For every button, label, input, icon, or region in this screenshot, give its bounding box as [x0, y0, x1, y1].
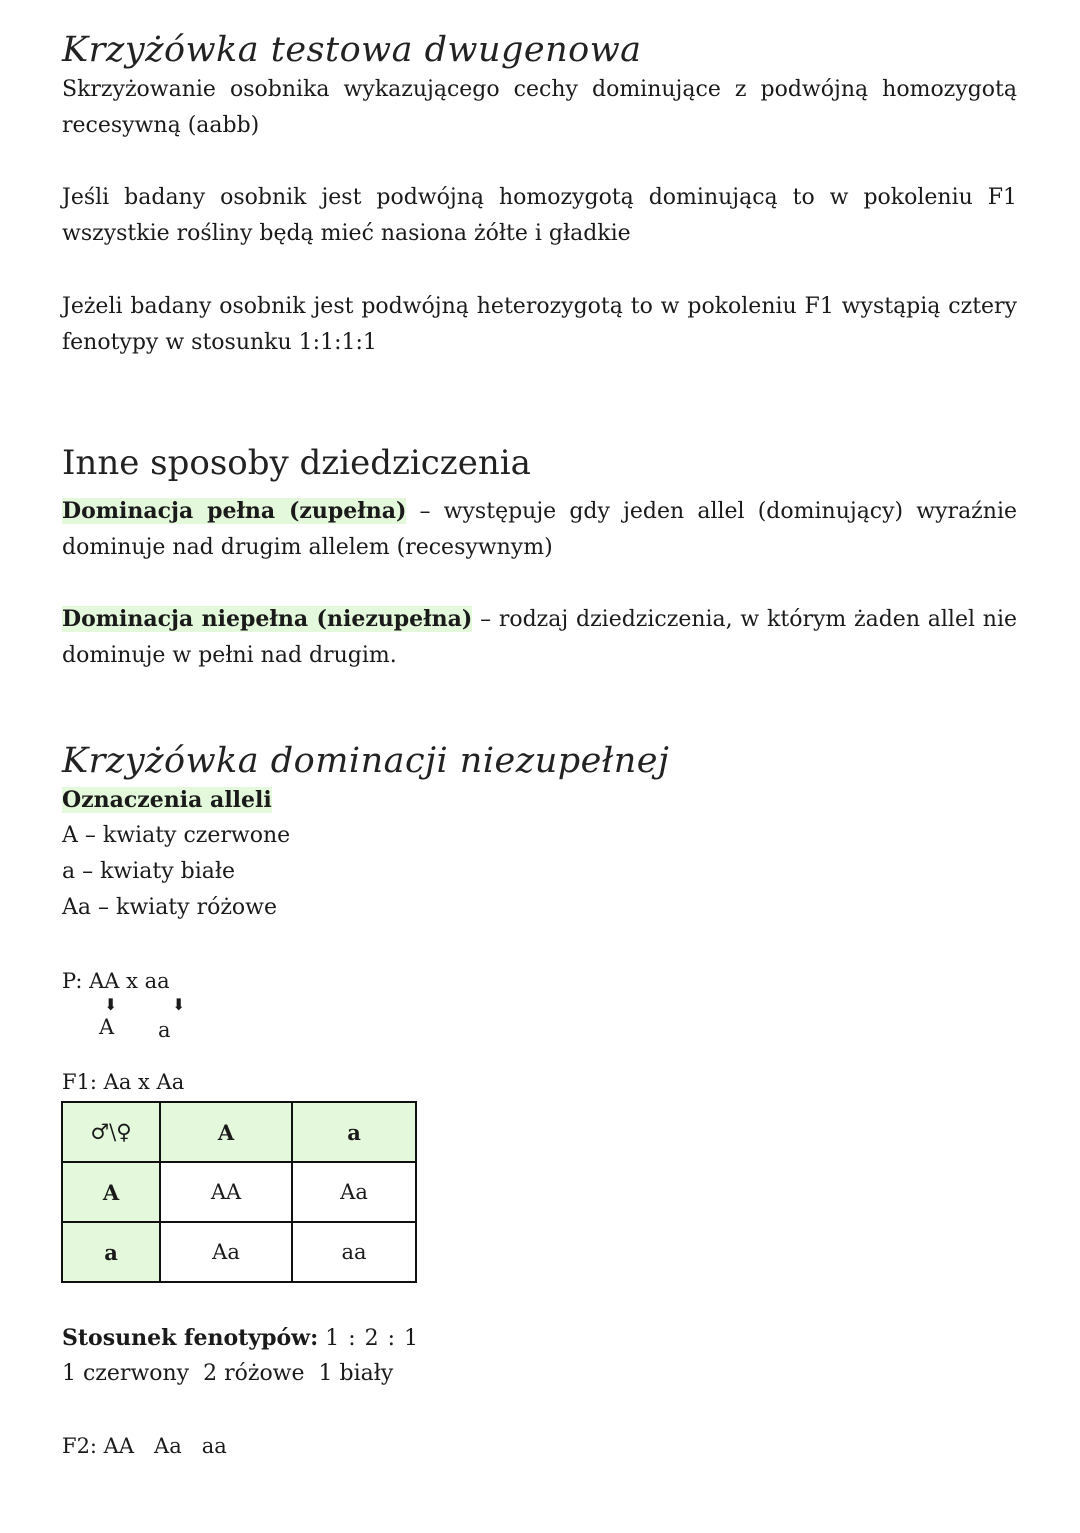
allele-item: Aa – kwiaty różowe: [62, 895, 278, 920]
test-cross-case-homozygote: Jeśli badany osobnik jest podwójną homozygotą dominującą to w pokoleniu F1 wszystkie rośliny będą mieć nasiona żółte i gładkie: [62, 185, 1017, 246]
f1-cross: F1: Aa x Aa: [62, 1070, 185, 1094]
incomplete-dominance-definition: [62, 601, 1017, 674]
section-title-test-cross: Krzyżówka testowa dwugenowa: [62, 30, 642, 70]
parental-cross: P: AA x aa: [62, 969, 170, 993]
phenotype-ratio-value: 1 : 2 : 1: [325, 1326, 419, 1351]
section-title-incomplete-cross: Krzyżówka dominacji niezupełnej: [62, 741, 670, 781]
full-dominance-text: – występuje gdy jeden allel (dominujący) wyraźnie dominuje nad drugim allelem (recesywnym): [62, 499, 1017, 560]
punnett-cell: AA: [160, 1162, 292, 1222]
full-dominance-definition: [62, 493, 1017, 566]
punnett-cell: aa: [292, 1222, 416, 1282]
punnett-corner: ♂\♀: [62, 1102, 160, 1162]
phenotype-ratio-label: Stosunek fenotypów:: [62, 1325, 319, 1351]
arrow-down-icon: ⬇: [104, 995, 118, 1014]
phenotype-ratio-detail: 1 czerwony 2 różowe 1 biały: [62, 1361, 394, 1386]
alleles-heading: Oznaczenia alleli: [62, 787, 272, 813]
punnett-row-header: A: [62, 1162, 160, 1222]
gamete-right: a: [158, 1018, 171, 1042]
section-title-inheritance: Inne sposoby dziedziczenia: [62, 443, 531, 483]
incomplete-dominance-text: – rodzaj dziedziczenia, w którym żaden allel nie dominuje w pełni nad drugim.: [62, 607, 1017, 668]
punnett-col-header: a: [292, 1102, 416, 1162]
test-cross-case-heterozygote: Jeżeli badany osobnik jest podwójną heterozygotą to w pokoleniu F1 wystąpią cztery fenotypy w stosunku 1:1:1:1: [62, 294, 1017, 355]
f2-generation: F2: AA Aa aa: [62, 1434, 227, 1458]
allele-item: A – kwiaty czerwone: [62, 823, 291, 848]
punnett-col-header: A: [160, 1102, 292, 1162]
incomplete-dominance-term: Dominacja niepełna (niezupełna): [62, 606, 473, 632]
full-dominance-term: Dominacja pełna (zupełna): [62, 498, 407, 524]
allele-item: a – kwiaty białe: [62, 859, 236, 884]
arrow-down-icon: ⬇: [172, 995, 186, 1014]
phenotype-ratio: [62, 1320, 419, 1357]
punnett-cell: Aa: [292, 1162, 416, 1222]
punnett-square: [61, 1101, 417, 1283]
punnett-cell: Aa: [160, 1222, 292, 1282]
punnett-row-header: a: [62, 1222, 160, 1282]
test-cross-intro: Skrzyżowanie osobnika wykazującego cechy dominujące z podwójną homozygotą recesywną (aabb): [62, 77, 1017, 138]
gamete-left: A: [99, 1015, 115, 1039]
